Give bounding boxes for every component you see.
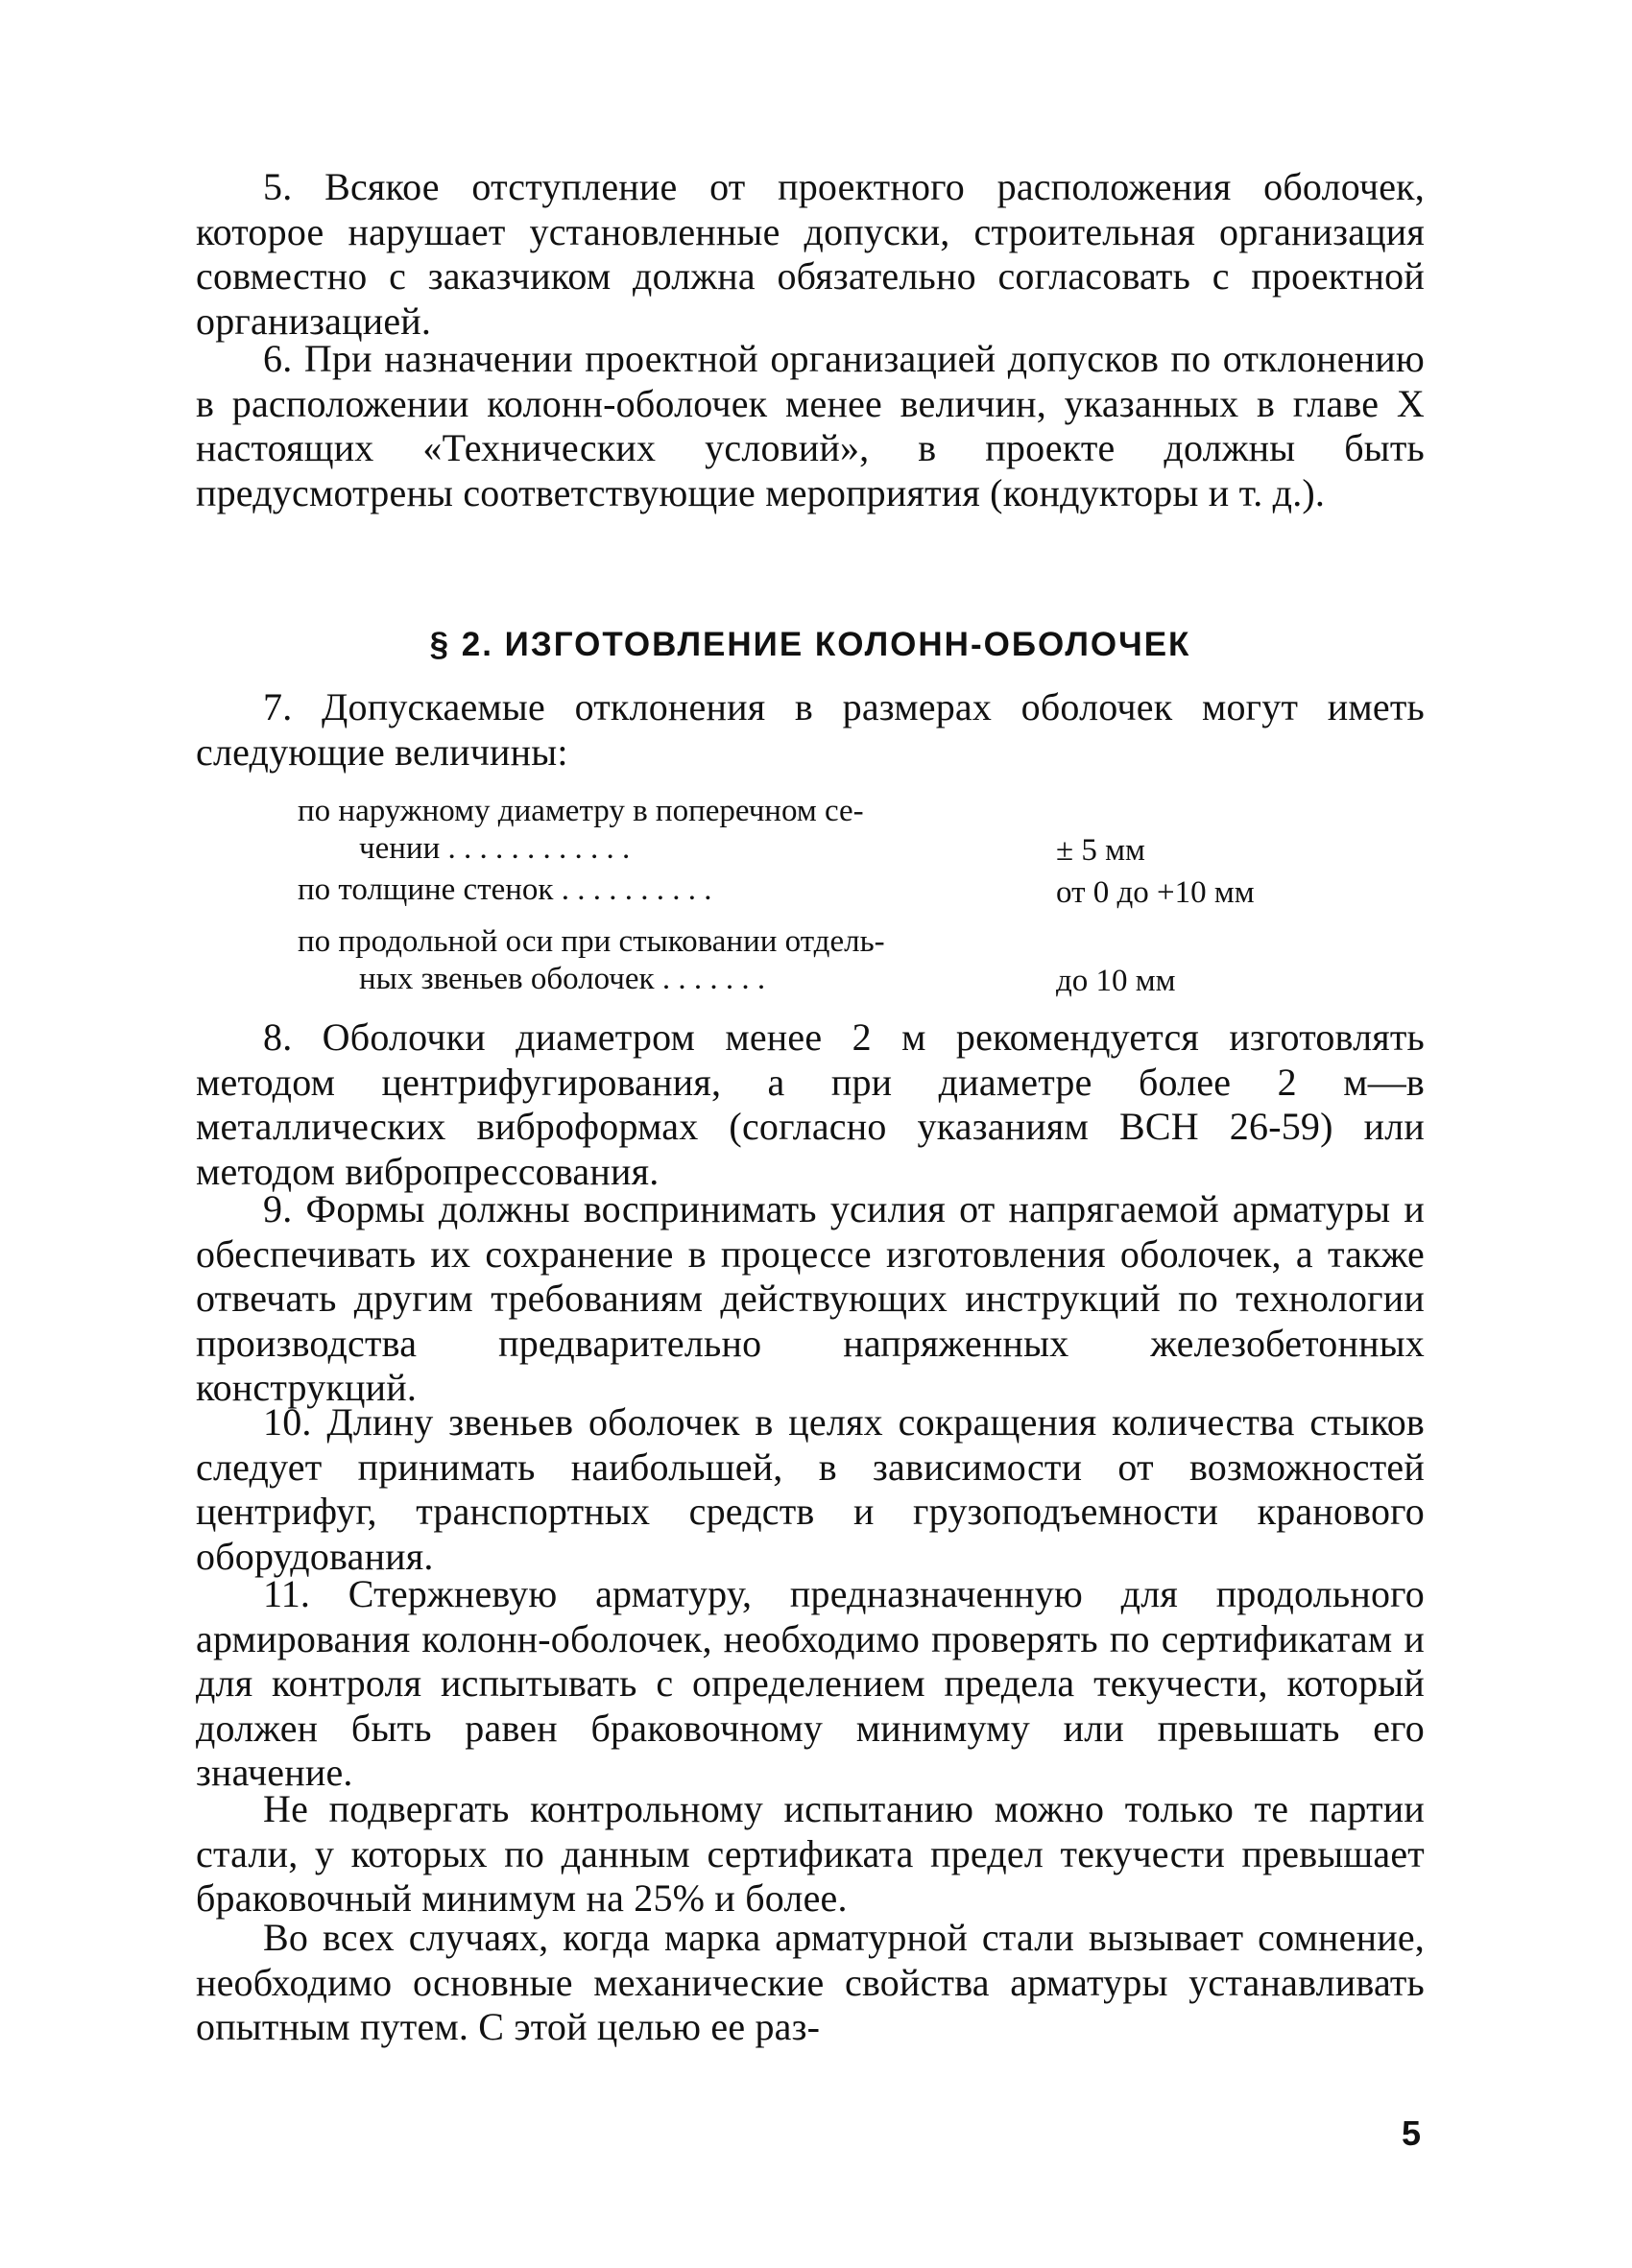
tolerance-label <box>298 871 1027 909</box>
tolerance-label <box>298 923 1027 998</box>
tolerance-item <box>298 871 1402 912</box>
paragraph-8: 8. Оболочки диаметром менее 2 м рекомендуется изготовлять методом центрифугирования, а при диаметре более 2 м—в металлических виброформах (согласно указаниям ВСН 26-59) или методом вибропрессования. <box>196 1015 1425 1193</box>
tolerance-label-line: ных звеньев оболочек . . . . . . . <box>359 962 766 996</box>
paragraph-11: 11. Стержневую арматуру, предназначенную для продольного армирования колонн-оболочек, необходимо проверять по сертификатам и для контроля испытывать с определением предела текучести, который должен быть равен браковочному минимуму или превышать его значение. <box>196 1572 1425 1794</box>
tolerance-list <box>298 793 1402 1002</box>
paragraph-11-final: Во всех случаях, когда марка арматурной стали вызывает сомнение, необходимо основные механические свойства арматуры устанавливать опытным путем. С этой целью ее раз- <box>196 1916 1425 2048</box>
section-heading: § 2. ИЗГОТОВЛЕНИЕ КОЛОНН-ОБОЛОЧЕК <box>429 626 1191 663</box>
paragraph-10: 10. Длину звеньев оболочек в целях сокращения количества стыков следует принимать наибольшей, в зависимости от возможностей центрифуг, транспортных средств и грузоподъемности кранового оборудования. <box>196 1400 1425 1578</box>
tolerance-value: от 0 до +10 мм <box>1056 875 1255 910</box>
tolerance-value: до 10 мм <box>1056 964 1176 998</box>
tolerance-item <box>298 793 1402 870</box>
tolerance-label-line: по наружному диаметру в поперечном се- <box>298 794 864 828</box>
tolerance-label-line: чении . . . . . . . . . . . . <box>359 831 631 866</box>
paragraph-5: 5. Всякое отступление от проектного расположения оболочек, которое нарушает установленные допуски, строительная организация совместно с заказчиком должна обязательно согласовать с проектной организацией. <box>196 165 1425 343</box>
page-number: 5 <box>1401 2113 1421 2153</box>
tolerance-label-line: по толщине стенок . . . . . . . . . . <box>298 872 712 907</box>
paragraph-11-continued: Не подвергать контрольному испытанию можно только те партии стали, у которых по данным сертификата предел текучести превышает браковочный минимум на 25% и более. <box>196 1787 1425 1920</box>
paragraph-9: 9. Формы должны воспринимать усилия от напрягаемой арматуры и обеспечивать их сохранение в процессе изготовления оболочек, а также отвечать другим требованиям действующих инструкций по технологии производства предварительно напряженных железобетонных конструкций. <box>196 1187 1425 1409</box>
paragraph-6: 6. При назначении проектной организацией допусков по отклонению в расположении колонн-оболочек менее величин, указанных в главе X настоящих «Технических условий», в проекте должны быть предусмотрены соответствующие мероприятия (кондукторы и т. д.). <box>196 337 1425 514</box>
tolerance-label <box>298 793 1027 868</box>
tolerance-item <box>298 923 1402 1000</box>
tolerance-label-line: по продольной оси при стыковании отдель- <box>298 924 885 959</box>
paragraph-7: 7. Допускаемые отклонения в размерах оболочек могут иметь следующие величины: <box>196 685 1425 774</box>
tolerance-value: ± 5 мм <box>1056 833 1145 868</box>
